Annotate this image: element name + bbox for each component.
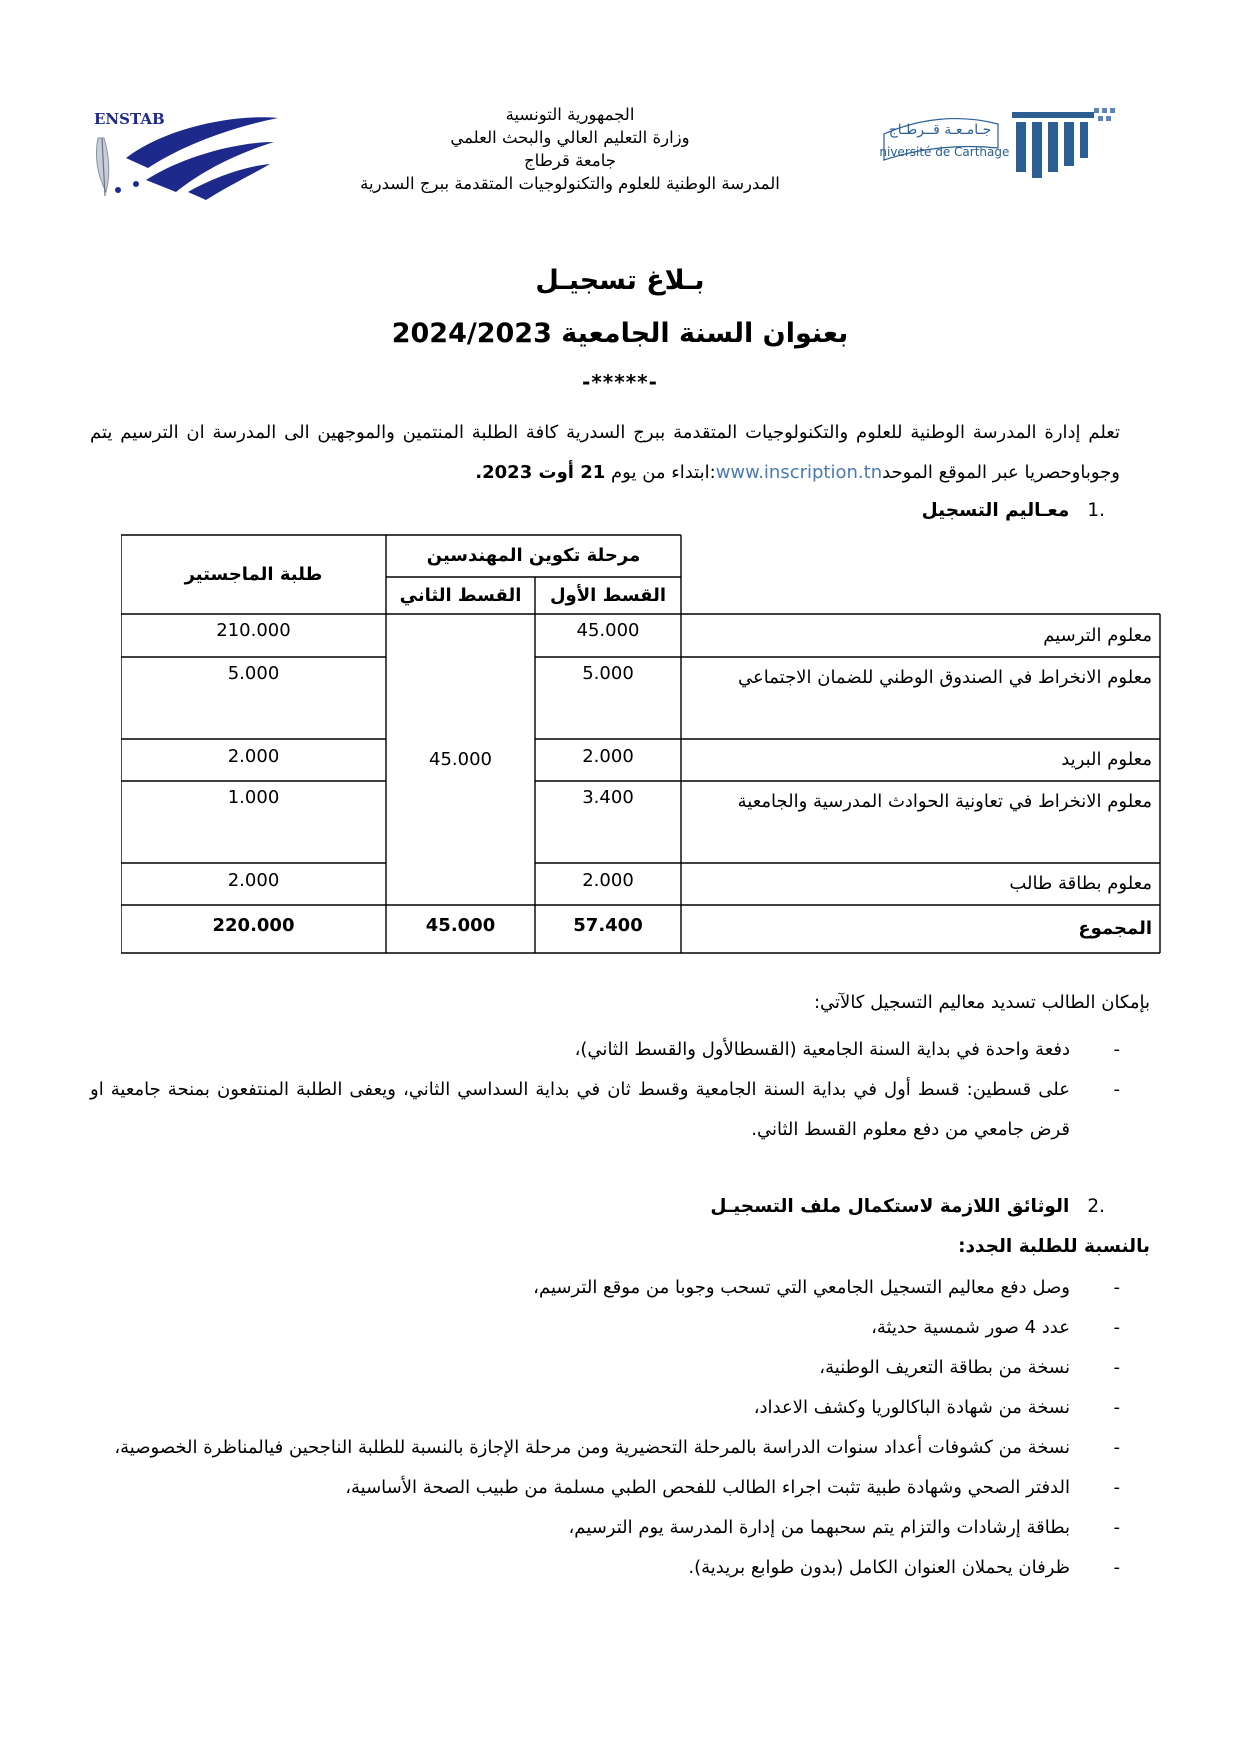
fee-row-masters: 2.000	[227, 746, 280, 767]
dash-bullet-icon: -	[1113, 1437, 1120, 1458]
new-students-heading: بالنسبة للطلبة الجدد:	[958, 1236, 1150, 1257]
list-item	[90, 1548, 1120, 1588]
dash-bullet-icon: -	[1113, 1397, 1120, 1418]
dash-bullet-icon: -	[1113, 1277, 1120, 1298]
fee-row-label: معلوم الانخراط في الصندوق الوطني للضمان الاجتماعي	[738, 667, 1152, 688]
title-separator: -*****-	[582, 370, 658, 394]
header-line-ministry: وزارة التعليم العالي والبحث العلمي	[450, 128, 690, 147]
header-institution-block	[320, 103, 820, 195]
required-documents-list	[90, 1268, 1120, 1588]
section-1-title: معـاليم التسجيل	[921, 500, 1070, 521]
list-item	[90, 1268, 1120, 1308]
fee-row-label: معلوم البريد	[1061, 749, 1152, 770]
payment-lead: بإمكان الطالب تسديد معاليم التسجيل كالآتي:	[813, 992, 1150, 1013]
fee-row-first: 2.000	[582, 870, 634, 891]
dash-bullet-icon: -	[1113, 1517, 1120, 1538]
header-engineers-phase: مرحلة تكوين المهندسين	[426, 545, 641, 566]
dash-bullet-icon: -	[1113, 1079, 1120, 1100]
list-item	[90, 1468, 1120, 1508]
fee-row-first: 5.000	[582, 663, 634, 684]
fee-row-first: 3.400	[582, 787, 634, 808]
fee-row-label: معلوم الترسيم	[1043, 625, 1152, 646]
section-1-number: .1	[1087, 500, 1105, 521]
list-item-text: دفعة واحدة في بداية السنة الجامعية (القسطالأول والقسط الثاني)،	[574, 1039, 1070, 1060]
header-first-installment: القسط الأول	[549, 585, 667, 606]
list-item-text: نسخة من بطاقة التعريف الوطنية،	[819, 1357, 1070, 1378]
list-item	[90, 1508, 1120, 1548]
list-item	[90, 1030, 1120, 1070]
fees-table	[121, 534, 1161, 954]
dash-bullet-icon: -	[1113, 1557, 1120, 1578]
header-second-installment: القسط الثاني	[399, 585, 522, 606]
fee-row-masters: 2.000	[227, 870, 280, 891]
intro-start-text: :ابتداء من يوم	[611, 462, 716, 483]
list-item	[90, 1428, 1120, 1468]
header-line-school: المدرسة الوطنية للعلوم والتكنولوجيات المتقدمة ببرج السدرية	[360, 174, 780, 193]
list-item-text: وصل دفع معاليم التسجيل الجامعي التي تسحب وجوبا من موقع الترسيم،	[533, 1277, 1070, 1298]
intro-date: 21 أوت 2023.	[475, 462, 606, 483]
list-item-text: نسخة من شهادة الباكالوريا وكشف الاعداد،	[753, 1397, 1070, 1418]
section-2-number: .2	[1087, 1196, 1105, 1217]
section-2-title: الوثائق اللازمة لاستكمال ملف التسجيـل	[710, 1196, 1070, 1217]
second-installment-value: 45.000	[429, 749, 492, 770]
list-item	[90, 1388, 1120, 1428]
list-item-text: ظرفان يحملان العنوان الكامل (بدون طوابع بريدية).	[688, 1557, 1070, 1578]
section-2-heading	[710, 1196, 1105, 1217]
list-item-text: على قسطين: قسط أول في بداية السنة الجامعية وقسط ثان في بداية السداسي الثاني، ويعفى الطلبة المنتفعون بمنحة جامعية او قرض جامعي من دفع معلوم القسط الثاني.	[90, 1079, 1070, 1140]
fee-row-first: 2.000	[582, 746, 634, 767]
header-masters: طلبة الماجستير	[184, 564, 323, 585]
header-line-university: جامعة قرطاج	[524, 151, 616, 170]
list-item	[90, 1308, 1120, 1348]
academic-year-title: بعنوان السنة الجامعية 2024/2023	[391, 318, 849, 349]
total-label: المجموع	[1078, 918, 1152, 939]
intro-text: تعلم إدارة المدرسة الوطنية للعلوم والتكنولوجيات المتقدمة ببرج السدرية كافة الطلبة المنتمين والموجهين الى المدرسة ان الترسيم يتم وجوباوحصريا عبر الموقع الموحد	[90, 422, 1120, 483]
fee-row-label: معلوم الانخراط في تعاونية الحوادث المدرسية والجامعية	[737, 791, 1152, 812]
list-item-text: بطاقة إرشادات والتزام يتم سحبهما من إدارة المدرسة يوم الترسيم،	[568, 1517, 1070, 1538]
section-1-heading	[922, 500, 1105, 521]
dash-bullet-icon: -	[1113, 1357, 1120, 1378]
fee-row-label: معلوم بطاقة طالب	[1009, 873, 1152, 894]
enstab-logo	[88, 106, 288, 206]
list-item-text: نسخة من كشوفات أعداد سنوات الدراسة بالمرحلة التحضيرية ومن مرحلة الإجازة بالنسبة للطلبة الناجحين فيالمناظرة الخصوصية،	[114, 1437, 1070, 1458]
header-line-republic: الجمهورية التونسية	[505, 105, 635, 124]
carthage-logo-arabic: جـامـعـة قــرطـاج	[888, 122, 992, 138]
list-item	[90, 1070, 1120, 1150]
total-second-installment: 45.000	[425, 915, 496, 936]
fee-row-masters: 5.000	[227, 663, 280, 684]
dash-bullet-icon: -	[1113, 1317, 1120, 1338]
list-item	[90, 1348, 1120, 1388]
total-masters: 220.000	[212, 915, 295, 936]
payment-options-list	[90, 1030, 1120, 1150]
inscription-url-link[interactable]: www.inscription.tn	[715, 462, 883, 483]
enstab-logo-text: ENSTAB	[94, 110, 165, 128]
intro-paragraph	[90, 413, 1120, 493]
list-item-text: عدد 4 صور شمسية حديثة،	[871, 1317, 1070, 1338]
list-item-text: الدفتر الصحي وشهادة طبية تثبت اجراء الطالب للفحص الطبي مسلمة من طبيب الصحة الأساسية،	[345, 1477, 1070, 1498]
carthage-logo-french: Université de Carthage	[880, 145, 1010, 159]
dash-bullet-icon: -	[1113, 1039, 1120, 1060]
fee-row-masters: 1.000	[227, 787, 280, 808]
fee-row-masters: 210.000	[216, 620, 291, 641]
carthage-university-logo	[880, 100, 1120, 190]
total-first-installment: 57.400	[573, 915, 643, 936]
fee-row-first: 45.000	[576, 620, 640, 641]
dash-bullet-icon: -	[1113, 1477, 1120, 1498]
notice-title: بـلاغ تسجيـل	[535, 265, 705, 296]
